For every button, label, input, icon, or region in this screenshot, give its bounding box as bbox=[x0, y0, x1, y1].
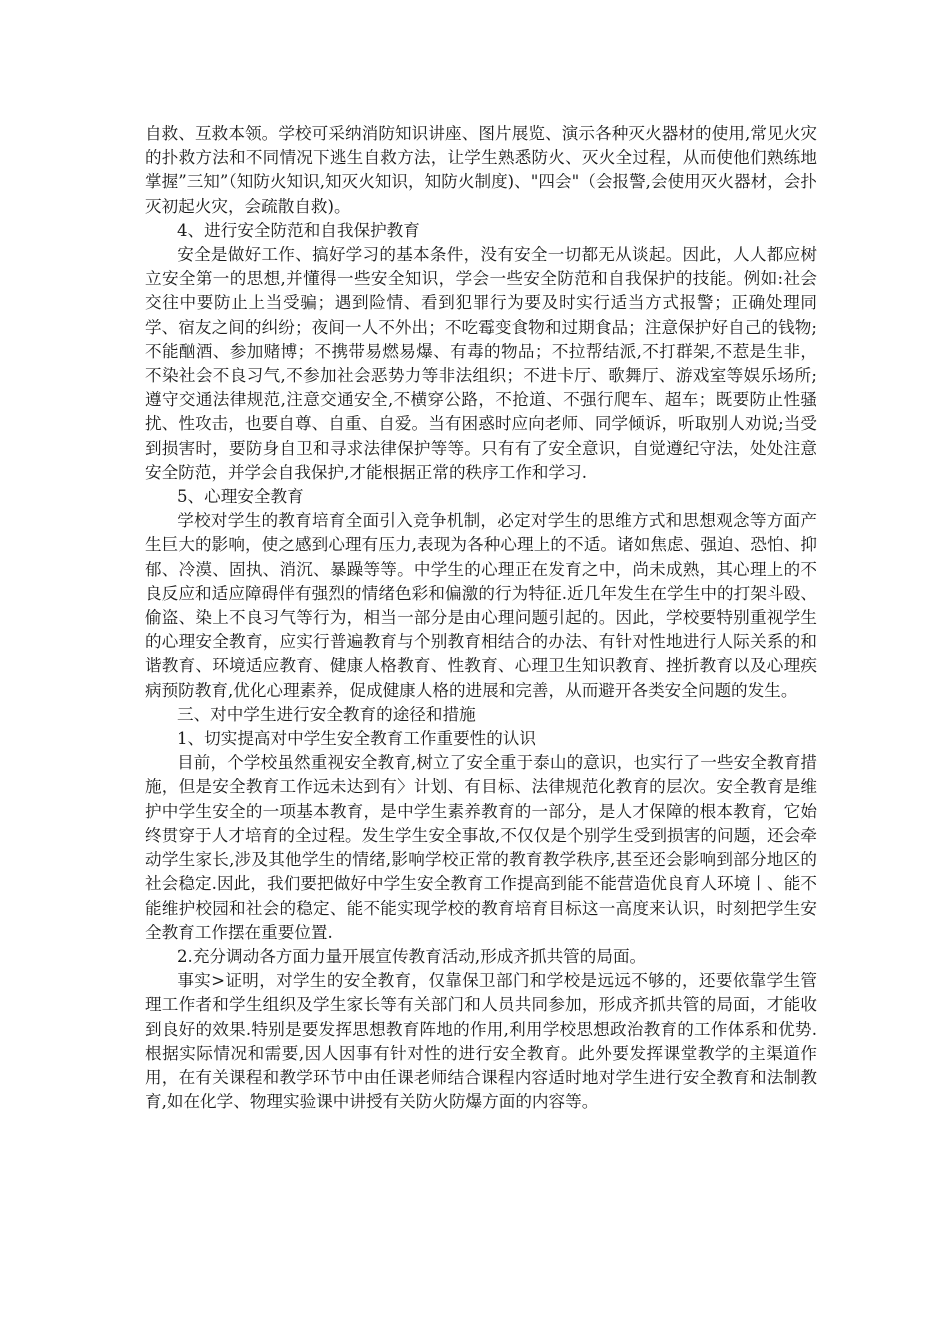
paragraph-mobilize-forces: 事实>证明，对学生的安全教育，仅靠保卫部门和学校是远远不够的，还要依靠学生管理工作者和学生组织及学生家长等有关部门和人员共同参加，形成齐抓共管的局面，才能收到良好的效果.特别是要发挥思想教育阵地的作用,利用学校思想政治教育的工作体系和优势.根据实际情况和需要,因人因事有针对性的进行安全教育。此外要发挥课堂教学的主渠道作用，在有关课程和教学环节中由任课老师结合课程内容适时地对学生进行安全教育和法制教育,如在化学、物理实验课中讲授有关防火防爆方面的内容等。 bbox=[145, 971, 817, 1112]
heading-mobilize-forces: 2.充分调动各方面力量开展宣传教育活动,形成齐抓共管的局面。 bbox=[177, 946, 647, 966]
paragraph-psychological-safety: 学校对学生的教育培育全面引入竞争机制，必定对学生的思维方式和思想观念等方面产生巨大的影响，使之感到心理有压力,表现为各种心理上的不适。诸如焦虑、强迫、恐怕、抑郁、冷漠、固执、消沉、暴躁等等。中学生的心理正在发育之中，尚未成熟，其心理上的不良反应和适应障碍伴有强烈的情绪色彩和偏激的行为特征.近几年发生在学生中的打架斗殴、偷盗、染上不良习气等行为，相当一部分是由心理问题引起的。因此，学校要特别重视学生的心理安全教育，应实行普遍教育与个别教育相结合的办法、有针对性地进行人际关系的和谐教育、环境适应教育、健康人格教育、性教育、心理卫生知识教育、挫折教育以及心理疾病预防教育,优化心理素养，促成健康人格的进展和完善，从而避开各类安全问题的发生。 bbox=[145, 511, 817, 700]
heading-importance-awareness: 1、切实提高对中学生安全教育工作重要性的认识 bbox=[177, 729, 537, 749]
paragraph-self-protection: 安全是做好工作、搞好学习的基本条件，没有安全一切都无从谈起。因此，人人都应树立安全第一的思想,并懂得一些安全知识，学会一些安全防范和自我保护的技能。例如:社会交往中要防止上当受骗；遇到险情、看到犯罪行为要及时实行适当方式报警；正确处理同学、宿友之间的纠纷；夜间一人不外出；不吃霉变食物和过期食品；注意保护好自己的钱物;不能酗酒、参加赌博；不携带易燃易爆、有毒的物品；不拉帮结派,不打群架,不惹是生非，不染社会不良习气,不参加社会恶势力等非法组织；不进卡厅、歌舞厅、游戏室等娱乐场所;遵守交通法律规范,注意交通安全,不横穿公路，不抢道、不强行爬车、超车；既要防止性骚扰、性攻击，也要自尊、自重、自爱。当有困惑时应向老师、同学倾诉，听取别人劝说;当受到损害时，要防身自卫和寻求法律保护等等。只有有了安全意识，自觉遵纪守法，处处注意安全防范，并学会自我保护,才能根据正常的秩序工作和学习. bbox=[145, 245, 817, 482]
heading-section-three: 三、对中学生进行安全教育的途径和措施 bbox=[177, 704, 476, 724]
heading-psychological-safety: 5、心理安全教育 bbox=[177, 487, 304, 507]
heading-self-protection-education: 4、进行安全防范和自我保护教育 bbox=[177, 220, 420, 240]
document-body bbox=[145, 122, 817, 1114]
paragraph-importance-awareness: 目前，个学校虽然重视安全教育,树立了安全重于泰山的意识，也实行了一些安全教育措施，但是安全教育工作远未达到有〉计划、有目标、法律规范化教育的层次。安全教育是维护中学生安全的一项基本教育，是中学生素养教育的一部分，是人才保障的根本教育，它始终贯穿于人才培育的全过程。发生学生安全事故,不仅仅是个别学生受到损害的问题，还会牵动学生家长,涉及其他学生的情绪,影响学校正常的教育教学秩序,甚至还会影响到部分地区的社会稳定.因此，我们要把做好中学生安全教育工作提高到能不能营造优良育人环境丨、能不能维护校园和社会的稳定、能不能实现学校的教育培育目标这一高度来认识，时刻把学生安全教育工作摆在重要位置. bbox=[145, 753, 817, 942]
paragraph-fire-safety-continuation: 自救、互救本领。学校可采纳消防知识讲座、图片展览、演示各种灭火器材的使用,常见火灾的扑救方法和不同情况下逃生自救方法，让学生熟悉防火、灭火全过程，从而使他们熟练地掌握”三知”（知防火知识,知灭火知识，知防火制度)、"四会"（会报警,会使用灭火器材，会扑灭初起火灾，会疏散自救)。 bbox=[145, 124, 817, 216]
